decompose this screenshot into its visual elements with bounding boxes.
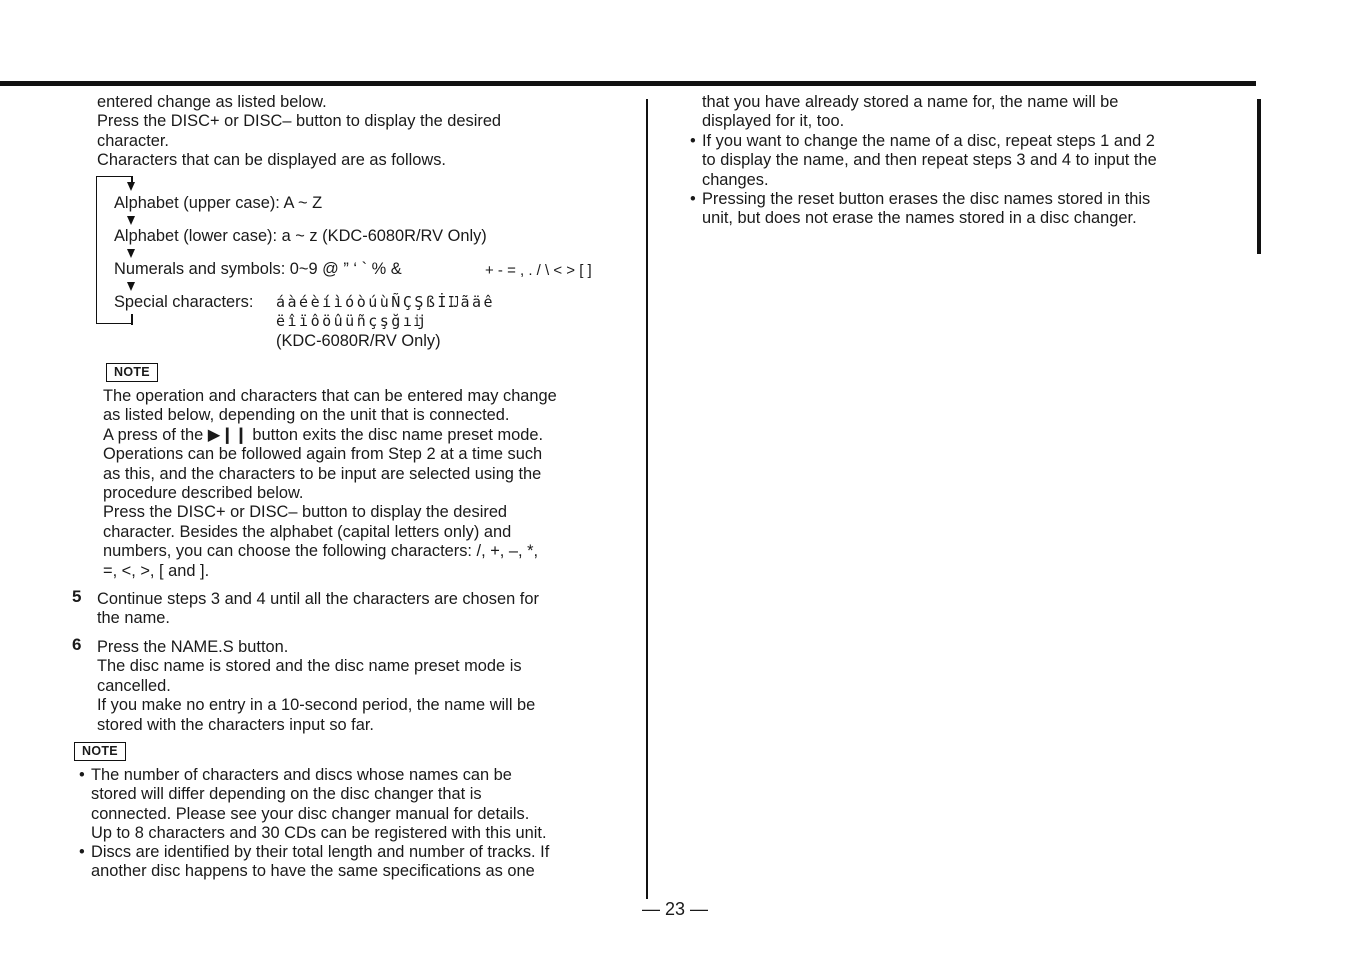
note-tag: NOTE: [74, 742, 126, 761]
bullet-line: connected. Please see your disc changer manual for details.: [91, 804, 530, 823]
text-line: that you have already stored a name for, the name will be: [702, 93, 1119, 111]
note-line: numbers, you can choose the following characters: /, +, –, *,: [103, 542, 539, 561]
step-5-text: [97, 590, 539, 629]
right-continuation: [702, 93, 1118, 132]
step-line: Press the NAME.S button.: [97, 638, 289, 656]
bullet-icon: •: [690, 132, 696, 150]
step-line: the name.: [97, 609, 170, 628]
note-2-bullet-1: [91, 766, 547, 844]
column-divider: [646, 99, 648, 899]
note-line: as this, and the characters to be input are selected using the: [103, 464, 542, 483]
char-numerals: Numerals and symbols: 0~9 @ ” ‘ ` % &: [114, 260, 402, 278]
note-1-text: [103, 387, 557, 581]
right-bullet-change-name: [702, 132, 1157, 190]
step-line: cancelled.: [97, 676, 171, 695]
char-symbols: + - = , . / \ < > [ ]: [485, 262, 592, 279]
char-special-label: Special characters:: [114, 293, 254, 311]
intro-line: Characters that can be displayed are as follows.: [97, 151, 446, 170]
bullet-icon: •: [79, 766, 85, 784]
bullet-icon: •: [79, 843, 85, 861]
char-special-row-2: ëîïôöûüñçşğıĳ: [276, 312, 426, 330]
step-line: If you make no entry in a 10-second period, the name will be: [97, 696, 536, 715]
step-number: 6: [72, 635, 82, 654]
bullet-icon: •: [690, 190, 696, 208]
note-line: character. Besides the alphabet (capital letters only) and: [103, 522, 512, 541]
note-line: procedure described below.: [103, 484, 304, 503]
bullet-line: The number of characters and discs whose names can be: [91, 766, 512, 784]
page-number: — 23 —: [641, 899, 709, 919]
char-upper-case: Alphabet (upper case): A ~ Z: [114, 194, 323, 212]
note-line: A press of the ▶❙❙ button exits the disc name preset mode.: [103, 425, 544, 444]
intro-line: character.: [97, 131, 169, 150]
loop-tail: [131, 314, 133, 325]
step-line: stored with the characters input so far.: [97, 715, 374, 734]
note-line: as listed below, depending on the unit that is connected.: [103, 406, 510, 425]
bullet-line: Pressing the reset button erases the disc names stored in this: [702, 190, 1151, 208]
right-bullet-reset: [702, 190, 1150, 229]
bullet-line: stored will differ depending on the disc changer that is: [91, 785, 482, 804]
step-number: 5: [72, 587, 82, 606]
note-line: Operations can be followed again from Step 2 at a time such: [103, 445, 543, 464]
char-special-note: (KDC-6080R/RV Only): [276, 332, 441, 350]
down-arrow-icon: [127, 216, 135, 225]
note-tag: NOTE: [106, 363, 158, 382]
bullet-line: changes.: [702, 170, 769, 189]
down-arrow-icon: [127, 282, 135, 291]
bullet-line: unit, but does not erase the names stored in a disc changer.: [702, 209, 1137, 228]
bullet-line: another disc happens to have the same specifications as one: [91, 862, 535, 881]
char-lower-case: Alphabet (lower case): a ~ z (KDC-6080R/RV Only): [114, 227, 487, 245]
bullet-line: Discs are identified by their total length and number of tracks. If: [91, 843, 550, 861]
note-line: Press the DISC+ or DISC– button to display the desired: [103, 503, 508, 522]
intro-line: entered change as listed below.: [97, 93, 327, 111]
note-line: =, <, >, [ and ].: [103, 561, 210, 580]
note-2-bullet-2: [91, 843, 549, 882]
bullet-line: to display the name, and then repeat steps 3 and 4 to input the: [702, 151, 1157, 170]
bullet-line: If you want to change the name of a disc, repeat steps 1 and 2: [702, 132, 1155, 150]
step-line: Continue steps 3 and 4 until all the characters are chosen for: [97, 590, 539, 608]
step-6-text: [97, 638, 535, 735]
char-special-row-1: áàéèíìóòúùÑÇŞßİĲãäê: [276, 293, 496, 311]
bullet-line: Up to 8 characters and 30 CDs can be registered with this unit.: [91, 824, 547, 843]
down-arrow-icon: [127, 182, 135, 191]
side-tab-mark: [1257, 99, 1261, 254]
text-line: displayed for it, too.: [702, 112, 845, 131]
intro-line: Press the DISC+ or DISC– button to display the desired: [97, 112, 502, 131]
step-line: The disc name is stored and the disc name preset mode is: [97, 657, 522, 676]
top-rule: [0, 81, 1256, 86]
intro-paragraph: [97, 93, 501, 171]
note-line: The operation and characters that can be entered may change: [103, 387, 557, 405]
down-arrow-icon: [127, 249, 135, 258]
